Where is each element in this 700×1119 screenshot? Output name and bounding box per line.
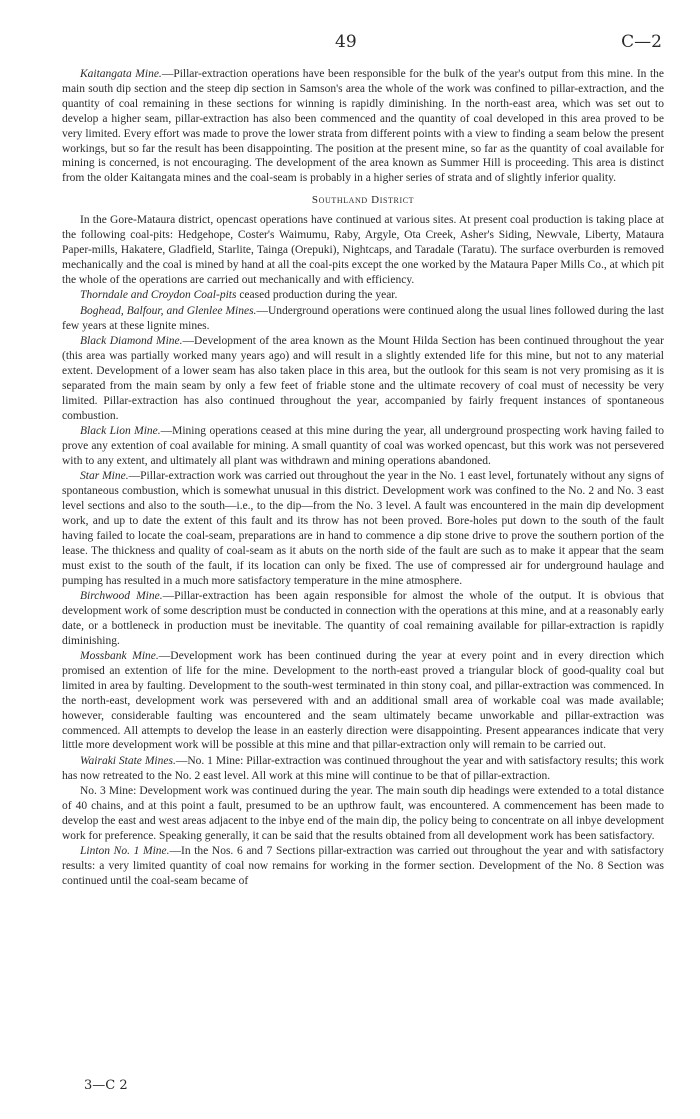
paragraph-text: —No. 1 Mine: Pillar-extraction was continued throughout the year and with satisfactory results; this work has now retreated to the No. 2 east level. All work at this mine will continue to be that of pillar-extraction. bbox=[62, 754, 664, 782]
paragraph-lead: Linton No. 1 Mine. bbox=[80, 845, 170, 858]
kaitangata-section bbox=[62, 67, 664, 186]
paragraph-lead: Black Diamond Mine. bbox=[80, 335, 183, 347]
paragraph-text: —In the Nos. 6 and 7 Sections pillar-extraction was carried out throughout the year and with satisfactory results: a very limited quantity of coal now remains for working in the former section. Development of the No. 8 Section was continued until the coal-seam became of bbox=[62, 845, 664, 888]
paragraph-lead: Wairaki State Mines. bbox=[80, 754, 176, 767]
paragraph-text: —Underground operations were continued along the usual lines followed during the last few years at these lignite mines. bbox=[62, 304, 664, 332]
paragraph bbox=[62, 67, 664, 186]
paragraph-text: —Pillar-extraction work was carried out throughout the year in the No. 1 east level, fortunately without any signs of spontaneous combustion, which is somewhat unusual in this district. Development work was confined to the No. 2 and No. 3 east level sections and also to the south—i.e., to the dip—from the No. 3 level. A fault was encountered in the main dip development work, and up to date the extent of this fault and its throw has not been proved. Bore-holes put down to the south of the fault having failed to locate the coal-seam, preparations are in hand to commence a dip stone drive to prove the southern portion of the lease. The thickness and quality of coal-seam as it abuts on the north side of the fault are such as to make it appear that the seam must exist to the south of the fault, if its location can only be fixed. The use of compressed air for underground haulage and pumping has resulted in a much more satisfactory temperature in the mine atmosphere. bbox=[62, 470, 664, 587]
paragraph bbox=[62, 304, 664, 334]
section-heading: Southland District bbox=[311, 194, 415, 207]
paragraph-text: —Pillar-extraction operations have been responsible for the bulk of the year's output from this mine. In the main south dip section and the steep dip section in Samson's area the whole of the work was confined to pillar-extraction, and the quantity of coal remaining in these sections for winning is rapidly diminishing. In the north-east area, which was set out to develop a higher seam, pillar-extraction has also been commenced and the quantity of coal developed in this area proved to be very limited. Every effort was made to prove the lower strata from different points with a view to finding a seam below the present workings, but so far the result has been disappointing. The position at the present mine, so far as the quantity of coal available for mining is concerned, is not encouraging. The development of the area known as Summer Hill is proceeding. This area is distinct from the older Kaitangata mines and the coal-seam is probably in a higher series of strata and of slightly inferior quality. bbox=[62, 68, 664, 185]
printer-signature: 3—C 2 bbox=[84, 1078, 128, 1093]
paragraph bbox=[62, 754, 664, 784]
paragraph-lead: Star Mine. bbox=[80, 470, 129, 483]
paragraph bbox=[62, 469, 664, 588]
paragraph bbox=[62, 784, 664, 844]
paragraph-text: —Pillar-extraction has been again responsible for almost the whole of the output. It is obvious that development work of some description must be conducted in connection with the operations at this mine, and at a reasonably early date, or a bottleneck in production must be inevitable. The quantity of coal remaining available for pillar-extraction is rapidly diminishing. bbox=[62, 589, 665, 647]
paragraph bbox=[62, 288, 664, 303]
paragraph-text: In the Gore-Mataura district, opencast operations have continued at various sites. At present coal production is taking place at the following coal-pits: Hedgehope, Coster's Waimumu, Raby, Argyle, Ota Creek, Asher's Siding, Newvale, Liberty, Mataura Paper-mills, Hakatere, Gladfield, Starlite, Tainga (Orepuki), Nightcaps, and Taradale (Taratu). The surface overburden is removed mechanically and the coal is mined by hand at all the coal-pits except the one worked by the Mataura Paper Mills Co., at which pit the whole of the operations are carried out mechanically and with efficiency. bbox=[62, 214, 664, 286]
paragraph-lead: Boghead, Balfour, and Glenlee Mines. bbox=[80, 304, 257, 317]
paragraph bbox=[62, 213, 664, 288]
paragraph bbox=[62, 649, 664, 753]
page-number: 49 bbox=[335, 32, 357, 52]
paragraph bbox=[62, 334, 664, 423]
southland-section bbox=[62, 213, 664, 889]
paragraph-lead: Thorndale and Croydon Coal-pits bbox=[80, 289, 237, 302]
paragraph-lead: Black Lion Mine. bbox=[80, 424, 161, 437]
paragraph-text: ceased production during the year. bbox=[236, 289, 398, 302]
paragraph bbox=[62, 424, 664, 469]
paragraph bbox=[62, 844, 664, 889]
paragraph-text: —Development of the area known as the Mount Hilda Section has been continued throughout the year (this area was partially worked many years ago) and will result in a slightly extended life for this mine, but not to any material extent. Development of a lower seam has also taken place in this area, but the outlook for this seam is not very promising as it is separated from the main seam by only a few feet of friable stone and the ultimate recovery of coal must of necessity be very limited. Pillar-extraction has also continued throughout the year, accompanied by fairly frequent instances of spontaneous combustion. bbox=[62, 335, 664, 422]
paragraph-text: No. 3 Mine: Development work was continued during the year. The main south dip headings were extended to a total distance of 40 chains, and at this point a fault, presumed to be an upthrow fault, was encountered. A commencement has been made to develop the east and west areas adjacent to the inbye end of the main dip, the policy being to concentrate on all inbye development work for preference. Speaking generally, it can be said that the results obtained from all development work has been satisfactory. bbox=[62, 785, 664, 842]
document-reference: C—2 bbox=[621, 32, 662, 52]
paragraph-text: —Mining operations ceased at this mine during the year, all underground prospecting work having failed to prove any extention of coal available for mining. A small quantity of coal was worked opencast, but this work was not persevered with to any extent, and ultimately all plant was withdrawn and mining operations abandoned. bbox=[62, 424, 664, 467]
paragraph-text: —Development work has been continued during the year at every point and in every direction which promised an extention of life for the mine. Development to the north-east proved a triangular block of good-quality coal but limited in area by faulting. Development to the south-west terminated in thin stony coal, and pillar-extraction was commenced. In the north-east, development work was persevered with and an additional small area of workable coal was made available; however, considerable faulting was encountered and the seam ultimately became unworkable and pillar-extraction was commenced. All attempts to develop the lease in an easterly direction were disappointing. Present appearances indicate that very little more development work will be possible at this mine and that pillar-extraction only will remain to be carried out. bbox=[62, 650, 664, 752]
paragraph bbox=[62, 589, 664, 649]
paragraph-lead: Birchwood Mine. bbox=[80, 589, 163, 602]
body-text bbox=[62, 67, 664, 890]
paragraph-lead: Mossbank Mine. bbox=[80, 650, 159, 663]
paragraph-lead: Kaitangata Mine. bbox=[80, 68, 162, 80]
